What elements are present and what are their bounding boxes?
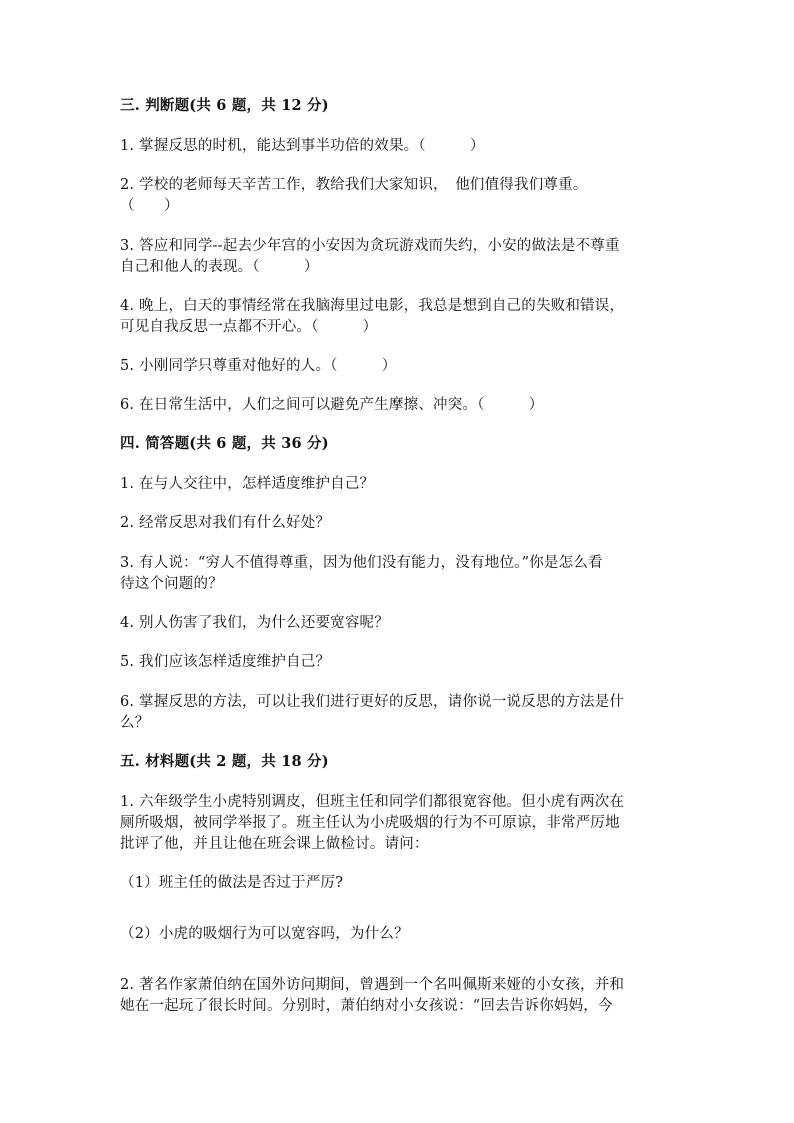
judgment-question-1: 1. 掌握反思的时机，能达到事半功倍的效果。（ ） [120,138,485,154]
material-question-1-line-3: 批评了他，并且让他在班会课上做检讨。请问： [120,836,429,852]
section-4-heading: 四. 简答题(共 6 题，共 36 分) [120,435,329,452]
material-question-1-subquestion-2: （2）小虎的吸烟行为可以宽容吗，为什么？ [120,926,409,942]
material-question-2-line-2: 她在一起玩了很长时间。分别时，萧伯纳对小女孩说：“回去告诉你妈妈，今 [120,998,613,1014]
judgment-question-5: 5. 小刚同学只尊重对他好的人。（ ） [120,358,397,374]
short-answer-question-6-line-1: 6. 掌握反思的方法，可以让我们进行更好的反思，请你说一说反思的方法是什 [120,694,625,710]
judgment-question-2-line-2: （ ） [120,198,179,214]
section-3-heading: 三. 判断题(共 6 题，共 12 分) [120,97,329,114]
material-question-1-line-2: 厕所吸烟，被同学举报了。班主任认为小虎吸烟的行为不可原谅，非常严厉地 [120,815,620,831]
material-question-1-subquestion-1: （1）班主任的做法是否过于严厉? [120,875,344,891]
material-question-1-line-1: 1. 六年级学生小虎特别调皮，但班主任和同学们都很宽容他。但小虎有两次在 [120,794,625,810]
judgment-question-4-line-1: 4. 晚上，白天的事情经常在我脑海里过电影，我总是想到自己的失败和错误， [120,298,625,314]
material-question-2-line-1: 2. 著名作家萧伯纳在国外访问期间，曾遇到一个名叫佩斯来娅的小女孩，并和 [120,977,625,993]
judgment-question-3-line-2: 自己和他人的表现。（ ） [120,259,319,275]
section-5-heading: 五. 材料题(共 2 题，共 18 分) [120,753,329,770]
judgment-question-3-line-1: 3. 答应和同学--起去少年宫的小安因为贪玩游戏而失约，小安的做法是不尊重 [120,238,620,254]
judgment-question-2-line-1: 2. 学校的老师每天辛苦工作，教给我们大家知识， 他们值得我们尊重。 [120,177,588,193]
judgment-question-6: 6. 在日常生活中，人们之间可以避免产生摩擦、冲突。（ ） [120,397,544,413]
short-answer-question-3-line-1: 3. 有人说：“穷人不值得尊重，因为他们没有能力，没有地位。”你是怎么看 [120,555,603,571]
judgment-question-4-line-2: 可见自我反思一点都不开心。（ ） [120,319,378,335]
short-answer-question-6-line-2: 么？ [120,715,150,731]
short-answer-question-3-line-2: 待这个问题的？ [120,576,223,592]
short-answer-question-4: 4. 别人伤害了我们，为什么还要宽容呢？ [120,615,389,631]
short-answer-question-5: 5. 我们应该怎样适度维护自己？ [120,654,331,670]
short-answer-question-1: 1. 在与人交往中，怎样适度维护自己？ [120,476,375,492]
short-answer-question-2: 2. 经常反思对我们有什么好处？ [120,515,331,531]
